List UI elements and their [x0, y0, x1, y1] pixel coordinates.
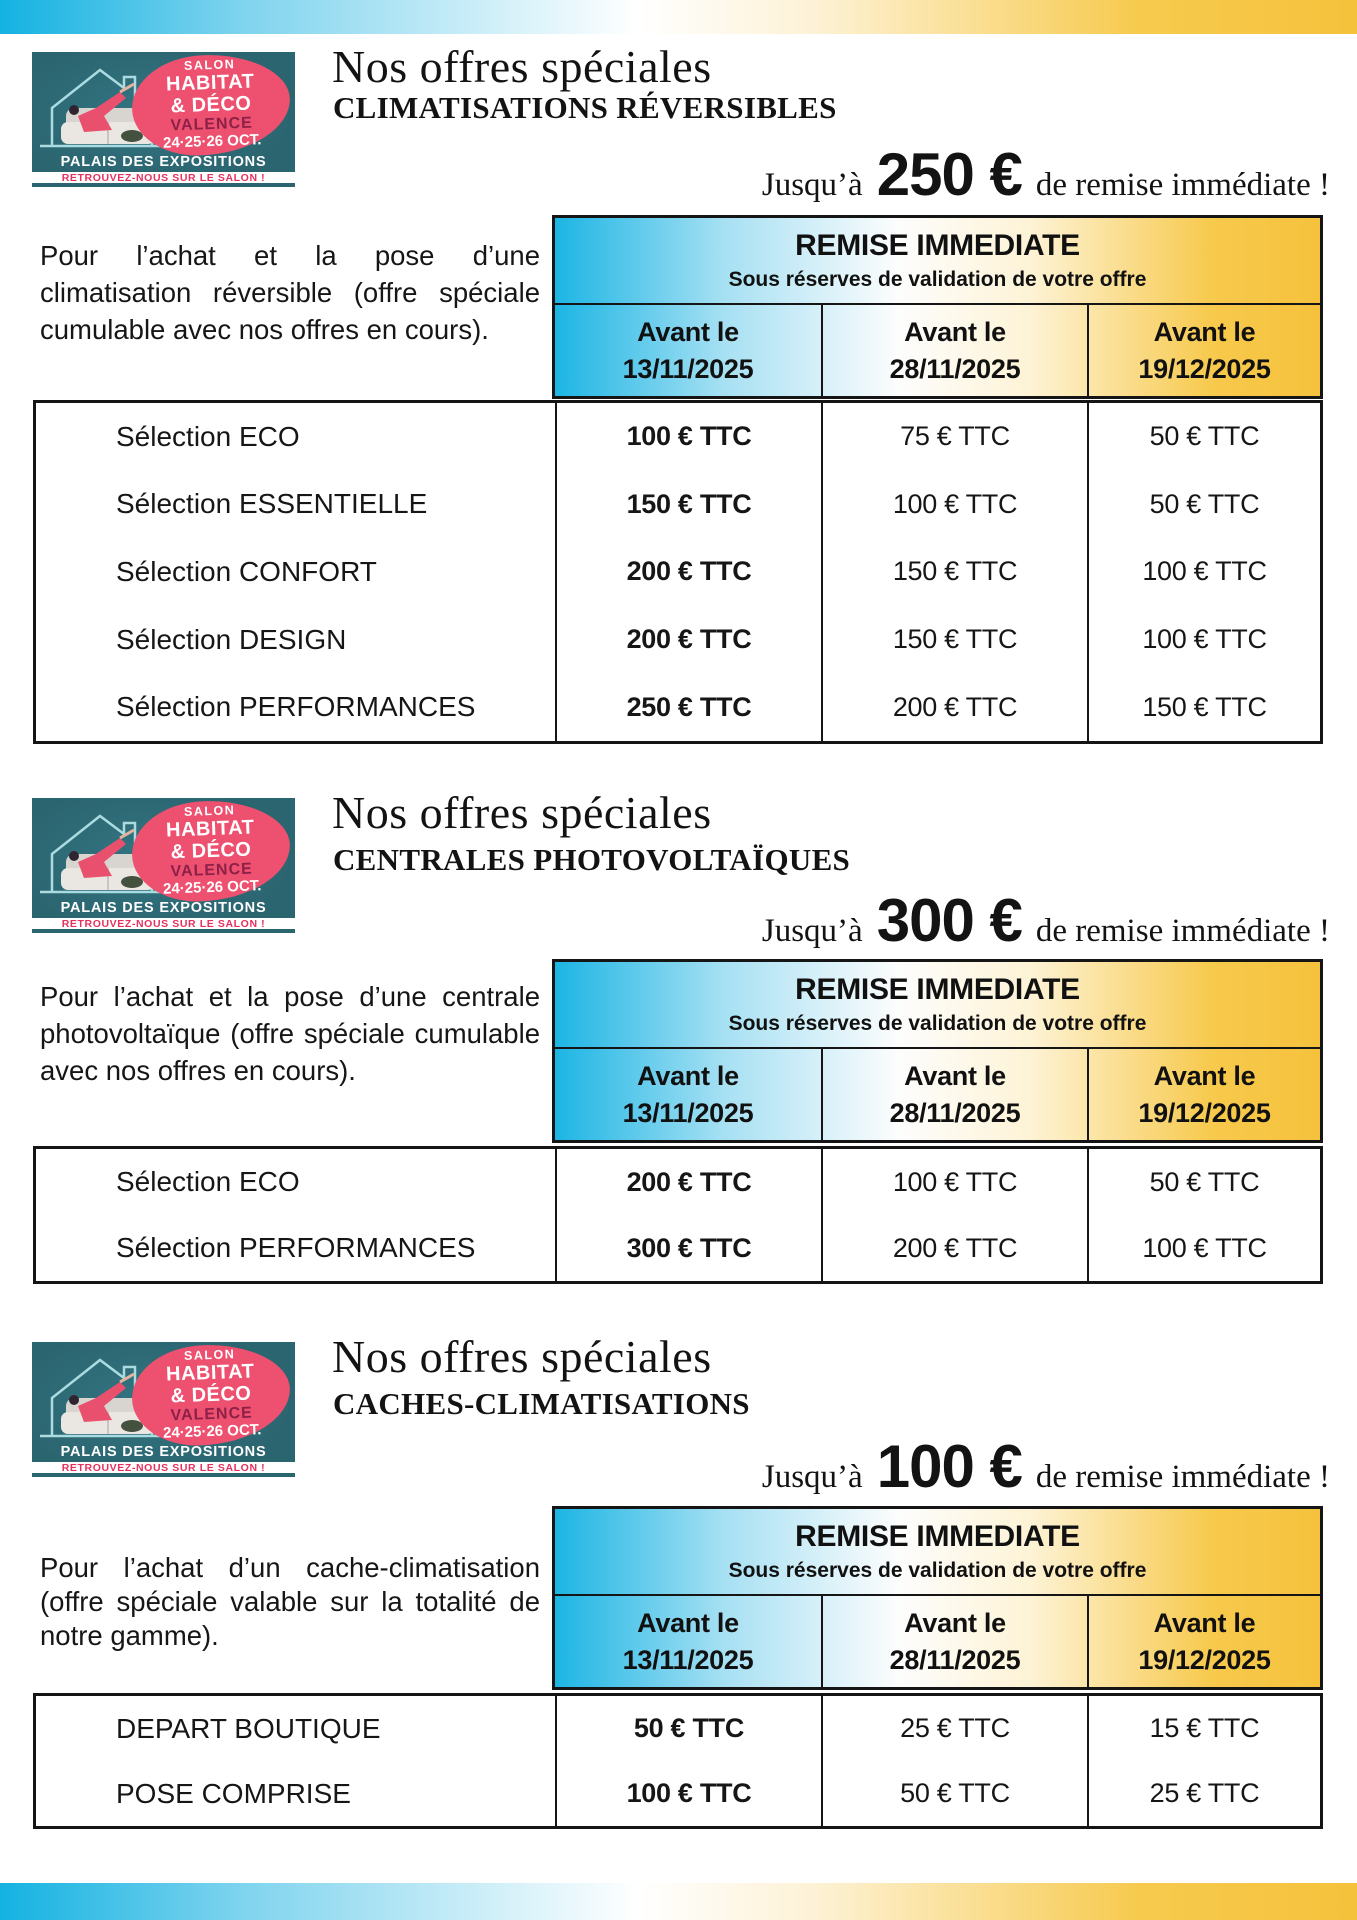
logo-deco-label: & DÉCO [170, 92, 252, 117]
section3-table-header [552, 1506, 1323, 1690]
logo-venue-label: PALAIS DES EXPOSITIONS [60, 154, 267, 170]
splash-shape: SALON HABITAT & DÉCO VALENCE 24·25·26 OCT. [130, 1342, 291, 1447]
section3-title: Nos offres spéciales [332, 1331, 712, 1382]
date-columns-row [555, 303, 1320, 396]
section2-subtitle: CENTRALES PHOTOVOLTAÏQUES [333, 842, 851, 877]
row-value: 50 € TTC [1087, 471, 1320, 539]
row-value: 200 € TTC [821, 1215, 1087, 1281]
remise-subtitle: Sous réserves de validation de votre offre [728, 1559, 1147, 1582]
logo-dates-label: 24·25·26 OCT. [162, 131, 262, 153]
section1-title: Nos offres spéciales [332, 41, 712, 92]
logo-salon-label: SALON [183, 57, 236, 74]
salon-logo: SALON HABITAT & DÉCO VALENCE 24·25·26 OCT. PALAIS DES EXPOSITIONS RETROUVEZ-NOUS SUR LE SALON ! [32, 798, 295, 933]
section1-table-header [552, 215, 1323, 399]
logo-cta-label: RETROUVEZ-NOUS SUR LE SALON ! [61, 171, 266, 184]
remise-title: REMISE IMMEDIATE [795, 229, 1080, 262]
row-value: 100 € TTC [1087, 606, 1320, 674]
remise-subtitle: Sous réserves de validation de votre offre [728, 268, 1147, 291]
column-header-2: Avant le 28/11/2025 [821, 1049, 1087, 1140]
remise-title: REMISE IMMEDIATE [795, 1520, 1080, 1553]
row-label: Sélection PERFORMANCES [116, 1232, 476, 1263]
column-header-2: Avant le 28/11/2025 [821, 1596, 1087, 1687]
row-value: 50 € TTC [821, 1761, 1087, 1826]
row-value: 50 € TTC [1087, 1149, 1320, 1215]
row-value: 150 € TTC [821, 538, 1087, 606]
section2-offer-line [762, 886, 1330, 955]
row-value: 25 € TTC [821, 1696, 1087, 1761]
person-icon [69, 1395, 79, 1405]
row-value: 15 € TTC [1087, 1696, 1320, 1761]
column-header-3: Avant le 19/12/2025 [1087, 305, 1320, 396]
splash-shape: SALON HABITAT & DÉCO VALENCE 24·25·26 OCT. [130, 798, 291, 903]
person-icon [69, 105, 79, 115]
section2-table-body [33, 1146, 1323, 1284]
salon-logo [32, 52, 295, 187]
section2-intro-paragraph: Pour l’achat et la pose d’une centrale photovoltaïque (offre spéciale cumulable avec nos offres en cours). [40, 981, 540, 1086]
row-label: Sélection DESIGN [116, 623, 347, 655]
offer-prefix: Jusqu’à [761, 1459, 863, 1495]
section3-offer-line [762, 1432, 1330, 1501]
row-value: 250 € TTC [555, 673, 821, 741]
row-value: 300 € TTC [555, 1215, 821, 1281]
section3-subtitle: CACHES-CLIMATISATIONS [333, 1386, 750, 1421]
row-label: DEPART BOUTIQUE [116, 1712, 381, 1744]
remise-header-row [555, 218, 1320, 303]
row-value: 150 € TTC [555, 471, 821, 539]
offer-suffix: de remise immédiate ! [1035, 167, 1330, 203]
row-value: 50 € TTC [1087, 403, 1320, 471]
row-value: 150 € TTC [1087, 673, 1320, 741]
logo-city-label: VALENCE [170, 114, 254, 135]
section2-title: Nos offres spéciales [332, 787, 712, 838]
row-label: POSE COMPRISE [116, 1777, 351, 1809]
section1-subtitle: CLIMATISATIONS RÉVERSIBLES [333, 90, 837, 125]
bottom-gradient-bar [0, 1883, 1357, 1920]
logo-habitat-label: HABITAT [165, 70, 255, 96]
row-value: 200 € TTC [555, 538, 821, 606]
column-header-1: Avant le 13/11/2025 [622, 316, 754, 384]
row-value: 150 € TTC [821, 606, 1087, 674]
section1-offer-line [762, 140, 1330, 209]
row-value: 100 € TTC [1087, 538, 1320, 606]
offer-amount: 100 € [876, 1433, 1022, 1500]
column-header-3: Avant le 19/12/2025 [1087, 1596, 1320, 1687]
row-label: Sélection PERFORMANCES [116, 691, 476, 723]
row-label: Sélection ESSENTIELLE [116, 488, 428, 520]
section1-intro-paragraph: Pour l’achat et la pose d’une climatisation réversible (offre spéciale cumulable avec nos offres en cours). [40, 240, 540, 345]
row-value: 200 € TTC [555, 1149, 821, 1215]
logo-cta-strip [32, 172, 295, 183]
row-label: Sélection CONFORT [116, 555, 377, 587]
row-value: 75 € TTC [821, 403, 1087, 471]
offer-suffix: de remise immédiate ! [1035, 1459, 1330, 1495]
row-value: 25 € TTC [1087, 1761, 1320, 1826]
row-label: Sélection ECO [116, 420, 300, 452]
row-value: 100 € TTC [821, 1149, 1087, 1215]
row-value: 200 € TTC [555, 606, 821, 674]
remise-subtitle: Sous réserves de validation de votre offre [728, 1012, 1147, 1035]
section2-table-header [552, 959, 1323, 1143]
offer-prefix: Jusqu’à [761, 167, 863, 203]
offer-amount: 250 € [876, 141, 1022, 208]
section3-intro-paragraph: Pour l’achat d’un cache-climatisation (offre spéciale valable sur la totalité de notre gamme). [40, 1552, 540, 1651]
person-icon [69, 851, 79, 861]
remise-title: REMISE IMMEDIATE [795, 973, 1080, 1006]
section1-table-body [33, 400, 1323, 744]
offer-amount: 300 € [876, 887, 1022, 954]
row-value: 100 € TTC [821, 471, 1087, 539]
row-value: 100 € TTC [555, 1761, 821, 1826]
row-value: 200 € TTC [821, 673, 1087, 741]
row-value: 50 € TTC [555, 1696, 821, 1761]
offer-prefix: Jusqu’à [761, 913, 863, 949]
row-value: 100 € TTC [555, 403, 821, 471]
row-value: 100 € TTC [1087, 1215, 1320, 1281]
column-header-1: Avant le 13/11/2025 [622, 1607, 754, 1675]
top-gradient-bar [0, 0, 1357, 34]
row-label: Sélection ECO [116, 1166, 300, 1197]
column-header-2: Avant le 28/11/2025 [821, 305, 1087, 396]
offer-suffix: de remise immédiate ! [1035, 913, 1330, 949]
section3-table-body [33, 1693, 1323, 1829]
salon-logo: SALON HABITAT & DÉCO VALENCE 24·25·26 OCT. PALAIS DES EXPOSITIONS RETROUVEZ-NOUS SUR LE SALON ! [32, 1342, 295, 1477]
column-header-3: Avant le 19/12/2025 [1087, 1049, 1320, 1140]
column-header-1: Avant le 13/11/2025 [622, 1060, 754, 1128]
